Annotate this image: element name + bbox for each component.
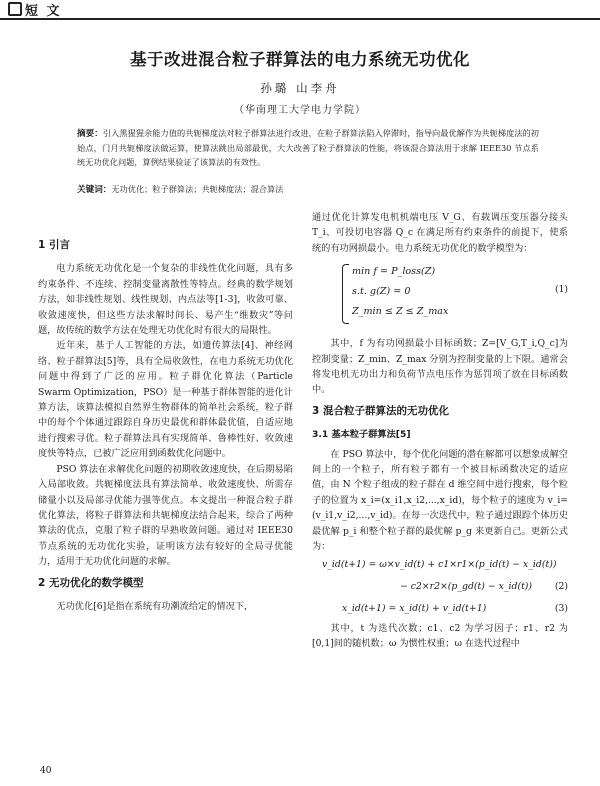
equation-2-line-1 [312, 555, 568, 577]
paragraph: 其中，f 为有功网损最小目标函数；Z=[V_G,T_i,Q_c]为控制变量；Z_min、Z_max 分别为控制变量的上下限。通常会将发电机无功出力和负荷节点电压作为惩罚项了放在目标函数中。 [312, 338, 568, 396]
equation-text: x_id(t+1) = x_id(t) + v_id(t+1) [342, 602, 487, 614]
equation-2-line-2 [312, 577, 568, 599]
authors: 孙璐 山李舟 [260, 81, 340, 95]
right-column [312, 210, 568, 651]
section-square-icon [8, 2, 22, 16]
section-3-heading: 3 混合粒子群算法的无功优化 [312, 404, 449, 417]
paragraph: 其中，t 为迭代次数；c1、c2 为学习因子；r1、r2 为[0,1]间的随机数；ω 为惯性权重；ω 在迭代过程中 [312, 622, 568, 649]
paragraph: PSO 算法在求解优化问题的初期收敛速度快，在后期易陷入局部收敛。共轭梯度法具有算法简单、收敛速度快、所需存储量小以及局部寻优能力强等优点。本文提出一种混合粒子群优化算法，将粒子群算法和共轭梯度法结合起来，综合了两种算法的优点，克服了粒子群的早熟收敛问题。通过对 IEEE30 节点系统的无功优化实验，证明该方法有较好的全局寻优能力，适用于无功优化问题的求解。 [38, 463, 293, 568]
affiliation: （华南理工大学电力学院） [234, 105, 366, 116]
section-label: 短 文 [25, 4, 62, 19]
abstract [77, 126, 539, 169]
header-bar [0, 0, 600, 20]
abstract-label: 摘要： [77, 129, 103, 139]
equation-1 [312, 262, 568, 332]
equation-3 [312, 599, 568, 621]
keywords [77, 183, 539, 195]
paragraph: 通过优化计算发电机机端电压 V_G、有载调压变压器分接头 T_i、可投切电容器 Q_c 在满足所有约束条件的前提下，使系统的有功网损最小。电力系统无功优化的数学模型为： [312, 212, 568, 254]
paragraph: 在 PSO 算法中，每个优化问题的潜在解都可以想象成解空间上的一个粒子，所有粒子都有一个被目标函数决定的适应值，由 N 个粒子组成的粒子群在 d 维空间中进行搜索，每个粒子的位置为 x_i=(x_i1,x_i2,...,x_id)，每个粒子的速度为 v_i=(v_i1,v_i2,...,v_id)。在每一次迭代中，粒子通过跟踪个体历史最优解 p_i 和整个粒子群的最优解 p_g 来更新自己。更新公式为： [312, 448, 568, 553]
paragraph: 近年来，基于人工智能的方法，如遗传算法[4]、神经网络、粒子群算法[5]等，具有全局收敛性，在电力系统无功优化问题中得到了广泛的应用。粒子群优化算法（Particle Swarm Optimization，PSO）是一种基于群体智能的进化计算方法，该算法模拟自然界生物群体的简单社会系统，粒子群中的每个个体通过跟踪自身历史最优和群体最优值，自适应地进行搜索寻优。粒子群算法具有实现简单、鲁棒性好、收敛速度快等特点，已被广泛应用到函数优化问题中。 [38, 340, 293, 460]
equation-text: − c2×r2×(p_gd(t) − x_id(t)) [400, 580, 533, 592]
keywords-text: 无功优化；粒子群算法；共轭梯度法；混合算法 [111, 184, 284, 194]
section-3-1-heading: 3.1 基本粒子群算法[5] [312, 429, 411, 441]
equation-number: (2) [554, 580, 568, 592]
left-column [38, 232, 293, 614]
page-number: 40 [40, 766, 52, 776]
keywords-label: 关键词： [77, 185, 112, 195]
section-tag [8, 0, 62, 19]
equation-line: s.t. g(Z) = 0 [352, 286, 411, 298]
equation-line: Z_min ≤ Z ≤ Z_max [352, 306, 449, 318]
equation-brace [342, 264, 349, 324]
abstract-text: 引入黑猩猩余能力值的共轭梯度法对粒子群算法进行改进，在粒子群算法陷入停滞时，指导向最优解作为共轭梯度法的初始点，门月共轭梯度法做运算，使算法跳出局部最优，大大改善了粒子群算法的性能，将该混合算法用于求解 IEEE30 节点系统无功优化问题，算例结果验证了该算法的有效性。 [77, 128, 539, 167]
section-2-heading: 2 无功优化的数学模型 [38, 576, 144, 589]
equation-text: v_id(t+1) = ω×v_id(t) + c1×r1×(p_id(t) − x_id(t)) [322, 558, 557, 570]
equation-number: (3) [554, 602, 568, 614]
paragraph: 电力系统无功优化是一个复杂的非线性优化问题，具有多约束条件、不连续、控制变量离散性等特点。经典的数学规划方法，如非线性规划、线性规划、内点法等[1-3]，收敛可靠、收敛速度快，但这些方法求解时间长、易产生“维数灾”等问题，故传统的数学方法在处理无功优化时有很大的局限性。 [38, 263, 293, 337]
section-1-heading: 1 引言 [38, 239, 70, 251]
equation-lines [352, 262, 448, 322]
equation-number: (1) [554, 284, 568, 296]
paragraph: 无功优化[6]是指在系统有功潮流给定的情况下， [56, 600, 254, 612]
equation-line: min f = P_loss(Z) [352, 266, 436, 278]
paper-title: 基于改进混合粒子群算法的电力系统无功优化 [130, 50, 470, 69]
